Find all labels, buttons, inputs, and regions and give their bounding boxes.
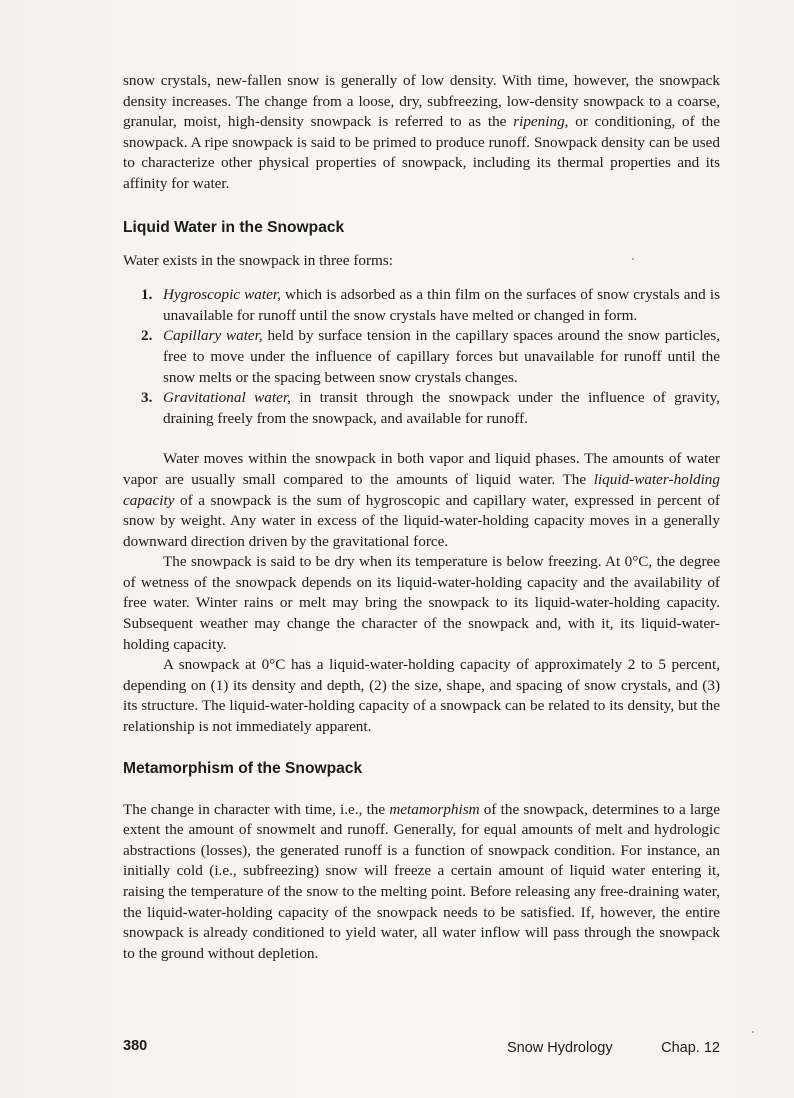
scan-speck xyxy=(632,258,634,260)
forms-list xyxy=(123,285,720,429)
list-term: Capillary water, xyxy=(163,327,263,345)
text-run: The change in character with time, i.e., the xyxy=(123,800,390,818)
text-run: Water moves within the snowpack in both vapor and liquid phases. The amounts of water vapor are usually small compared to the amounts of liquid water. The xyxy=(123,450,720,488)
list-number: 2. xyxy=(141,327,153,345)
text-run: snow crystals, new-fallen snow is generally of low density. With time, however, the snowpack density increases. The change from a loose, dry, subfreezing, low-density snowpack to a coarse, granular, moist, high-density snowpack is referred to as the xyxy=(123,72,720,131)
text-run: of a snowpack is the sum of hygroscopic and capillary water, expressed in percent of snow by weight. Any water in excess of the liquid-water-holding capacity moves in a generally downward direction driven by the gravitational force. xyxy=(123,491,720,550)
section-heading-metamorphism: Metamorphism of the Snowpack xyxy=(123,759,363,777)
emphasis-metamorphism: metamorphism xyxy=(389,800,480,818)
scan-speck xyxy=(752,1031,754,1033)
list-item xyxy=(123,285,720,326)
running-chapter-title: Snow Hydrology xyxy=(507,1040,613,1056)
list-text: held by surface tension in the capillary spaces around the snow particles, free to move under the influence of capillary forces but unavailable for runoff until the snow melts or the spacing between snow crystals changes. xyxy=(163,327,720,386)
list-item xyxy=(123,388,720,429)
paragraph-forms: Water exists in the snowpack in three forms: xyxy=(123,251,393,269)
list-term: Gravitational water, xyxy=(163,389,291,407)
paragraph-vapor-liquid xyxy=(123,449,720,552)
paragraph-zero-degrees: A snowpack at 0°C has a liquid-water-holding capacity of approximately 2 to 5 percent, depending on (1) its density and depth, (2) the size, shape, and spacing of snow crystals, and (3) its structure. The liquid-water-holding capacity of a snowpack can be related to its density, but the relationship is not immediately apparent. xyxy=(123,656,720,736)
emphasis-capacity: liquid-water-holding capacity xyxy=(123,470,720,509)
paragraph-intro xyxy=(123,71,720,195)
section-heading-liquid-water: Liquid Water in the Snowpack xyxy=(123,218,345,236)
page-number: 380 xyxy=(123,1038,148,1054)
paragraph-dry-snowpack: The snowpack is said to be dry when its temperature is below freezing. At 0°C, the degree of wetness of the snowpack depends on its liquid-water-holding capacity and the availability of free water. Winter rains or melt may bring the snowpack to its liquid-water-holding capacity. Subsequent weather may change the character of the snowpack and, with it, its liquid-water-holding capacity. xyxy=(123,553,720,653)
list-term: Hygroscopic water, xyxy=(163,286,281,304)
text-run: of the snowpack, determines to a large extent the amount of snowmelt and runoff. Generally, for equal amounts of melt and hydrologic abstractions (losses), the generated runoff is a function of snowpack condition. For instance, an initially cold (i.e., subfreezing) snow will freeze a certain amount of liquid water entering it, raising the temperature of the snow to the melting point. Before releasing any free-draining water, the liquid-water-holding capacity of the snowpack needs to be satisfied. If, however, the entire snowpack is already conditioned to yield water, all water inflow will pass through the snowpack to the ground without depletion. xyxy=(123,800,720,962)
running-chapter-number: Chap. 12 xyxy=(661,1040,720,1056)
list-text: in transit through the snowpack under the influence of gravity, draining freely from the snowpack, and available for runoff. xyxy=(163,389,720,427)
list-text: which is adsorbed as a thin film on the surfaces of snow crystals and is unavailable for runoff until the snow crystals have melted or changed in form. xyxy=(163,286,721,324)
text-run: or conditioning, of the snowpack. A ripe snowpack is said to be primed to produce runoff. Snowpack density can be used to characterize other physical properties of snowpack, including its thermal properties and its affinity for water. xyxy=(123,113,721,192)
page-footer xyxy=(123,1038,720,1062)
page-body xyxy=(123,71,720,964)
list-number: 1. xyxy=(141,286,153,304)
list-number: 3. xyxy=(141,389,153,407)
emphasis-ripening: ripening, xyxy=(513,113,569,131)
list-item xyxy=(123,326,720,388)
paragraph-metamorphism xyxy=(123,800,720,965)
